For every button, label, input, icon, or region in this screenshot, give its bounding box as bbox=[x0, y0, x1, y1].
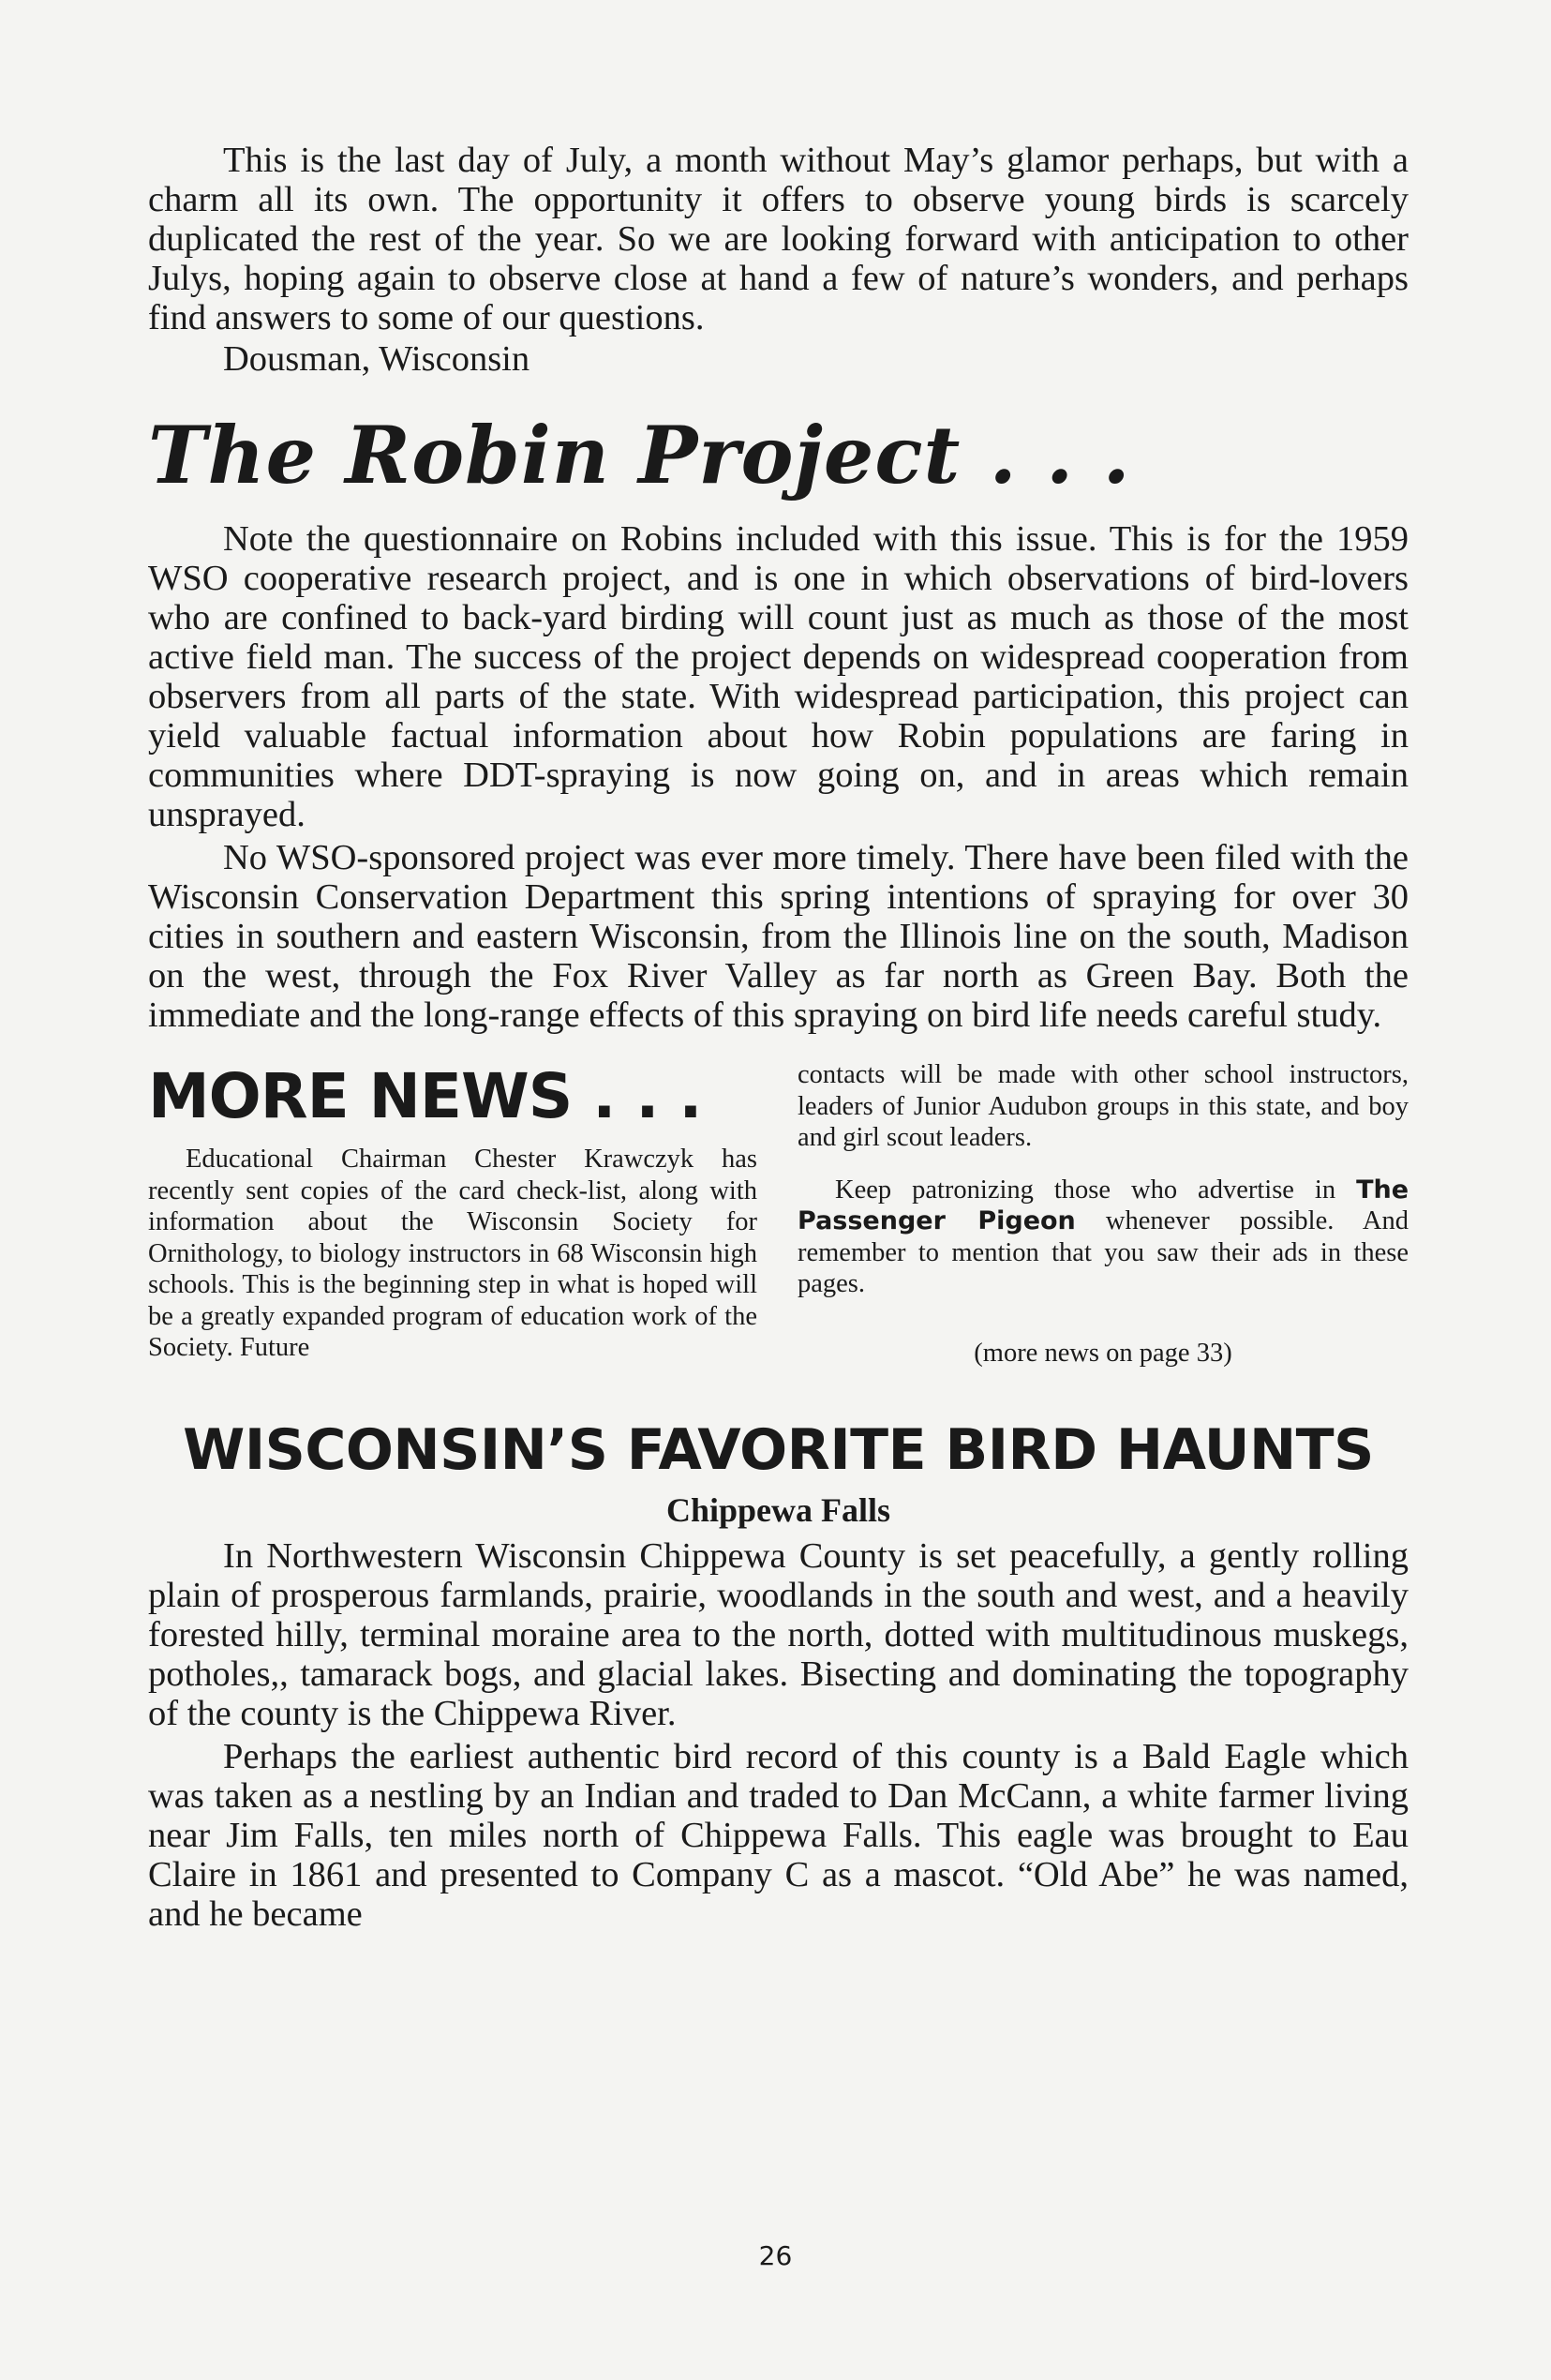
robin-project-title: The Robin Project . . . bbox=[148, 409, 1131, 501]
robin-paragraph-2: No WSO-sponsored project was ever more timely. There have been filed with the Wisconsin Conservation Department this spring intentions of spraying for over 30 cities in southern and eastern Wisconsin, from the Illinois line on the south, Madison on the west, through the Fox River Valley as far north as Green Bay. Both the immediate and the long-range effects of this spraying on bird life needs careful study. bbox=[148, 838, 1409, 1035]
advertise-text-after: whenever possible. And remember to mention that you saw their ads in these pages. bbox=[798, 1206, 1409, 1298]
haunts-paragraph-2: Perhaps the earliest authentic bird record of this county is a Bald Eagle which was taken as a nestling by an Indian and traded to Dan McCann, a white farmer living near Jim Falls, ten miles north of Chippewa Falls. This eagle was brought to Eau Claire in 1861 and presented to Company C as a mascot. “Old Abe” he was named, and he became bbox=[148, 1736, 1409, 1934]
more-news-left-paragraph: Educational Chairman Chester Krawczyk has recently sent copies of the card check-list, along with information about the Wisconsin Society for Ornithology, to biology instructors in 68 Wisconsin high schools. This is the beginning step in what is hoped will be a greatly expanded program of education work of the Society. Future bbox=[148, 1145, 757, 1362]
publication-name: The Passenger Pigeon bbox=[798, 1175, 1409, 1235]
haunts-paragraph-1: In Northwestern Wisconsin Chippewa County is set peacefully, a gently rolling plain of prosperous farmlands, prairie, woodlands in the south and west, and a heavily forested hilly, terminal moraine area to the north, dotted with multitudinous muskegs, potholes,, tamarack bogs, and glacial lakes. Bisecting and dominating the topography of the county is the Chippewa River. bbox=[148, 1535, 1409, 1733]
bird-haunts-heading: WISCONSIN’S FAVORITE BIRD HAUNTS bbox=[183, 1416, 1374, 1483]
intro-dateline: Dousman, Wisconsin bbox=[223, 339, 530, 379]
continued-reference: (more news on page 33) bbox=[974, 1338, 1232, 1368]
robin-paragraph-1: Note the questionnaire on Robins included with this issue. This is for the 1959 WSO cooperative research project, and is one in which observations of bird-lovers who are confined to back-yard birding will count just as much as those of the most active field man. The success of the project depends on widespread cooperation from observers from all parts of the state. With widespread participation, this project can yield valuable factual information about how Robin populations are faring in communities where DDT-spraying is now going on, and in areas which remain unsprayed. bbox=[148, 519, 1409, 834]
more-news-right-paragraph: contacts will be made with other school instructors, leaders of Junior Audubon groups in this state, and boy and girl scout leaders. bbox=[798, 1060, 1409, 1152]
more-news-left-column bbox=[148, 1059, 757, 1370]
more-news-right-column bbox=[798, 1059, 1409, 1370]
page-content bbox=[148, 141, 1409, 1934]
advertise-paragraph bbox=[798, 1175, 1409, 1300]
intro-paragraph: This is the last day of July, a month without May’s glamor perhaps, but with a charm all its own. The opportunity it offers to observe young birds is scarcely duplicated the rest of the year. So we are looking forward with anticipation to other Julys, hoping again to observe close at hand a few of nature’s wonders, and perhaps find answers to some of our questions. bbox=[148, 141, 1409, 337]
bird-haunts-section bbox=[148, 1416, 1409, 1934]
more-news-section bbox=[148, 1059, 1409, 1370]
advertise-text-before: Keep patronizing those who advertise in bbox=[835, 1175, 1336, 1205]
more-news-heading: MORE NEWS . . . bbox=[148, 1060, 702, 1132]
page-number: 26 bbox=[758, 2240, 793, 2271]
robin-project-section bbox=[148, 409, 1409, 1035]
intro-section bbox=[148, 141, 1409, 379]
bird-haunts-subheading: Chippewa Falls bbox=[665, 1490, 891, 1529]
